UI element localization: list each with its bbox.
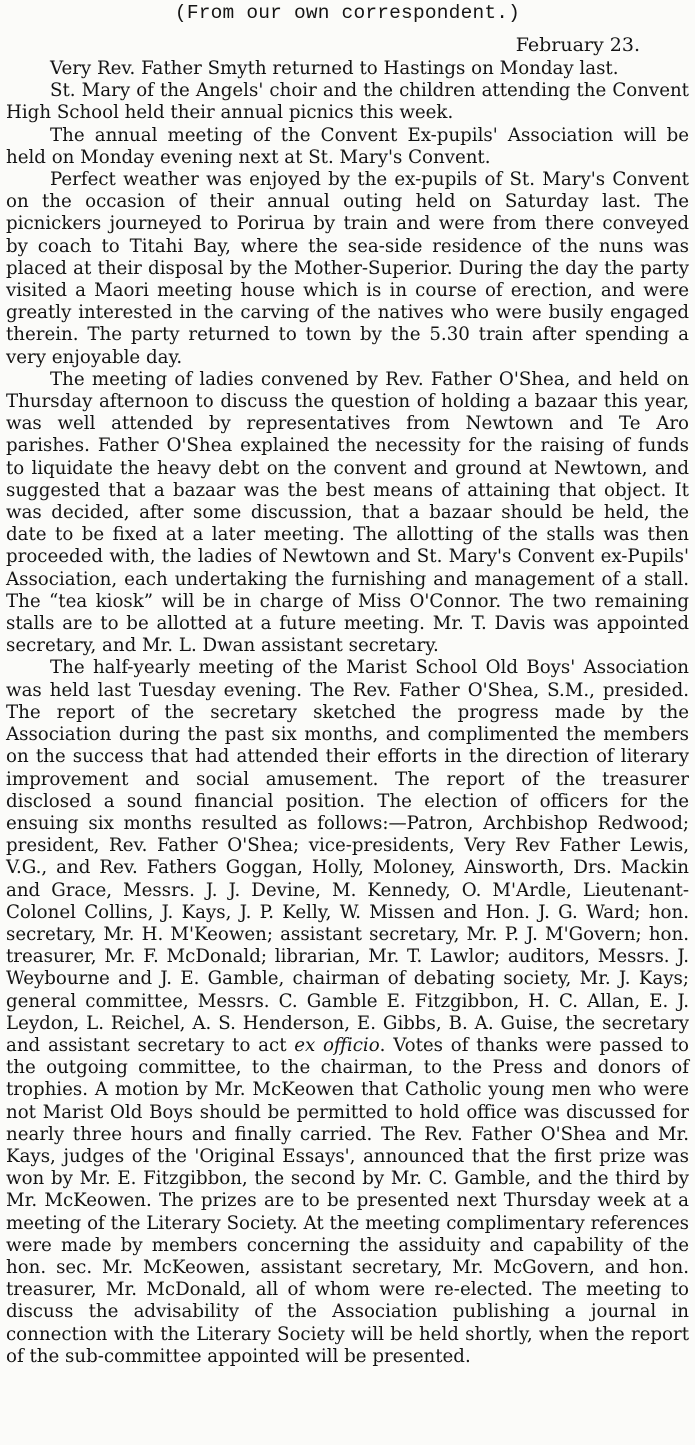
paragraph-old-boys-association: The half-yearly meeting of the Marist School Old Boys' Association was held last Tuesday evening. The Rev. Father O'Shea, S.M., presided. The report of the secretary sketched the progress made by the Association during the past six months, and complimented the members on the success that had attended their efforts in the direction of literary improvement and social amusement. The report of the treasurer disclosed a sound financial position. The election of officers for the ensuing six months resulted as follows:—Patron, Archbishop Redwood; president, Rev. Father O'Shea; vice-presidents, Very Rev Father Lewis, V.G., and Rev. Fathers Goggan, Holly, Moloney, Ainsworth, Drs. Mackin and Grace, Messrs. J. J. Devine, M. Kennedy, O. M'Ardle, Lieutenant-Colonel Collins, J. Kays, J. P. Kelly, W. Missen and Hon. J. G. Ward; hon. secretary, Mr. H. M'Keowen; assistant secretary, Mr. P. J. M'Govern; hon. treasurer, Mr. F. McDonald; librarian, Mr. T. Lawlor; auditors, Messrs. J. Weybourne and J. E. Gamble, chairman of debating society, Mr. J. Kays; general committee, Messrs. C. Gamble E. Fitzgibbon, H. C. Allan, E. J. Leydon, L. Reichel, A. S. Henderson, E. Gibbs, B. A. Guise, the secretary and assistant secretary to act ex officio. Votes of thanks were passed to the outgoing committee, to the chairman, to the Press and donors of trophies. A motion by Mr. McKeowen that Catholic young men who were not Marist Old Boys should be permitted to hold office was discussed for nearly three hours and finally carried. The Rev. Father O'Shea and Mr. Kays, judges of the 'Original Essays', announced that the first prize was won by Mr. E. Fitzgibbon, the second by Mr. C. Gamble, and the third by Mr. McKeowen. The prizes are to be presented next Thursday week at a meeting of the Literary Society. At the meeting complimentary references were made by members concerning the assiduity and capability of the hon. sec. Mr. McKeowen, assistant secretary, Mr. McGovern, and hon. treasurer, Mr. McDonald, all of whom were re-elected. The meeting to discuss the advisability of the Association publishing a journal in connection with the Literary Society will be held shortly, when the report of the sub-committee appointed will be presented. — [6, 657, 689, 1367]
ex-officio-phrase: ex officio — [294, 1034, 380, 1056]
dateline: February 23. — [515, 34, 640, 56]
paragraph-bazaar-meeting: The meeting of ladies convened by Rev. Father O'Shea, and held on Thursday afternoon to discuss the question of holding a bazaar this year, was well attended by representatives from Newtown and Te Aro parishes. Father O'Shea explained the necessity for the raising of funds to liquidate the heavy debt on the convent and ground at Newtown, and suggested that a bazaar was the best means of attaining that object. It was decided, after some discussion, that a bazaar should be held, the date to be fixed at a later meeting. The allotting of the stalls was then proceeded with, the ladies of Newtown and St. Mary's Convent ex-Pupils' Association, each undertaking the furnishing and management of a stall. The “tea kiosk” will be in charge of Miss O'Connor. The two remaining stalls are to be allotted at a future meeting. Mr. T. Davis was appointed secretary, and Mr. L. Dwan assistant secretary. — [6, 368, 689, 657]
paragraph-father-smyth: Very Rev. Father Smyth returned to Hastings on Monday last. — [50, 58, 619, 79]
correspondent-byline: (From our own correspondent.) — [174, 2, 521, 24]
paragraph-picnics: St. Mary of the Angels' choir and the children attending the Convent High School held their annual picnics this week. — [6, 80, 689, 124]
paragraph-annual-outing: Perfect weather was enjoyed by the ex-pupils of St. Mary's Convent on the occasion of their annual outing held on Saturday last. The picnickers journeyed to Porirua by train and were from there conveyed by coach to Titahi Bay, where the sea-side residence of the nuns was placed at their disposal by the Mother-Superior. During the day the party visited a Maori meeting house which is in course of erection, and were greatly interested in the carving of the natives who were busily engaged therein. The party returned to town by the 5.30 train after spending a very enjoyable day. — [6, 169, 689, 368]
article-body — [6, 58, 689, 1368]
paragraph-ex-pupils-meeting: The annual meeting of the Convent Ex-pupils' Association will be held on Monday evening next at St. Mary's Convent. — [6, 124, 689, 168]
